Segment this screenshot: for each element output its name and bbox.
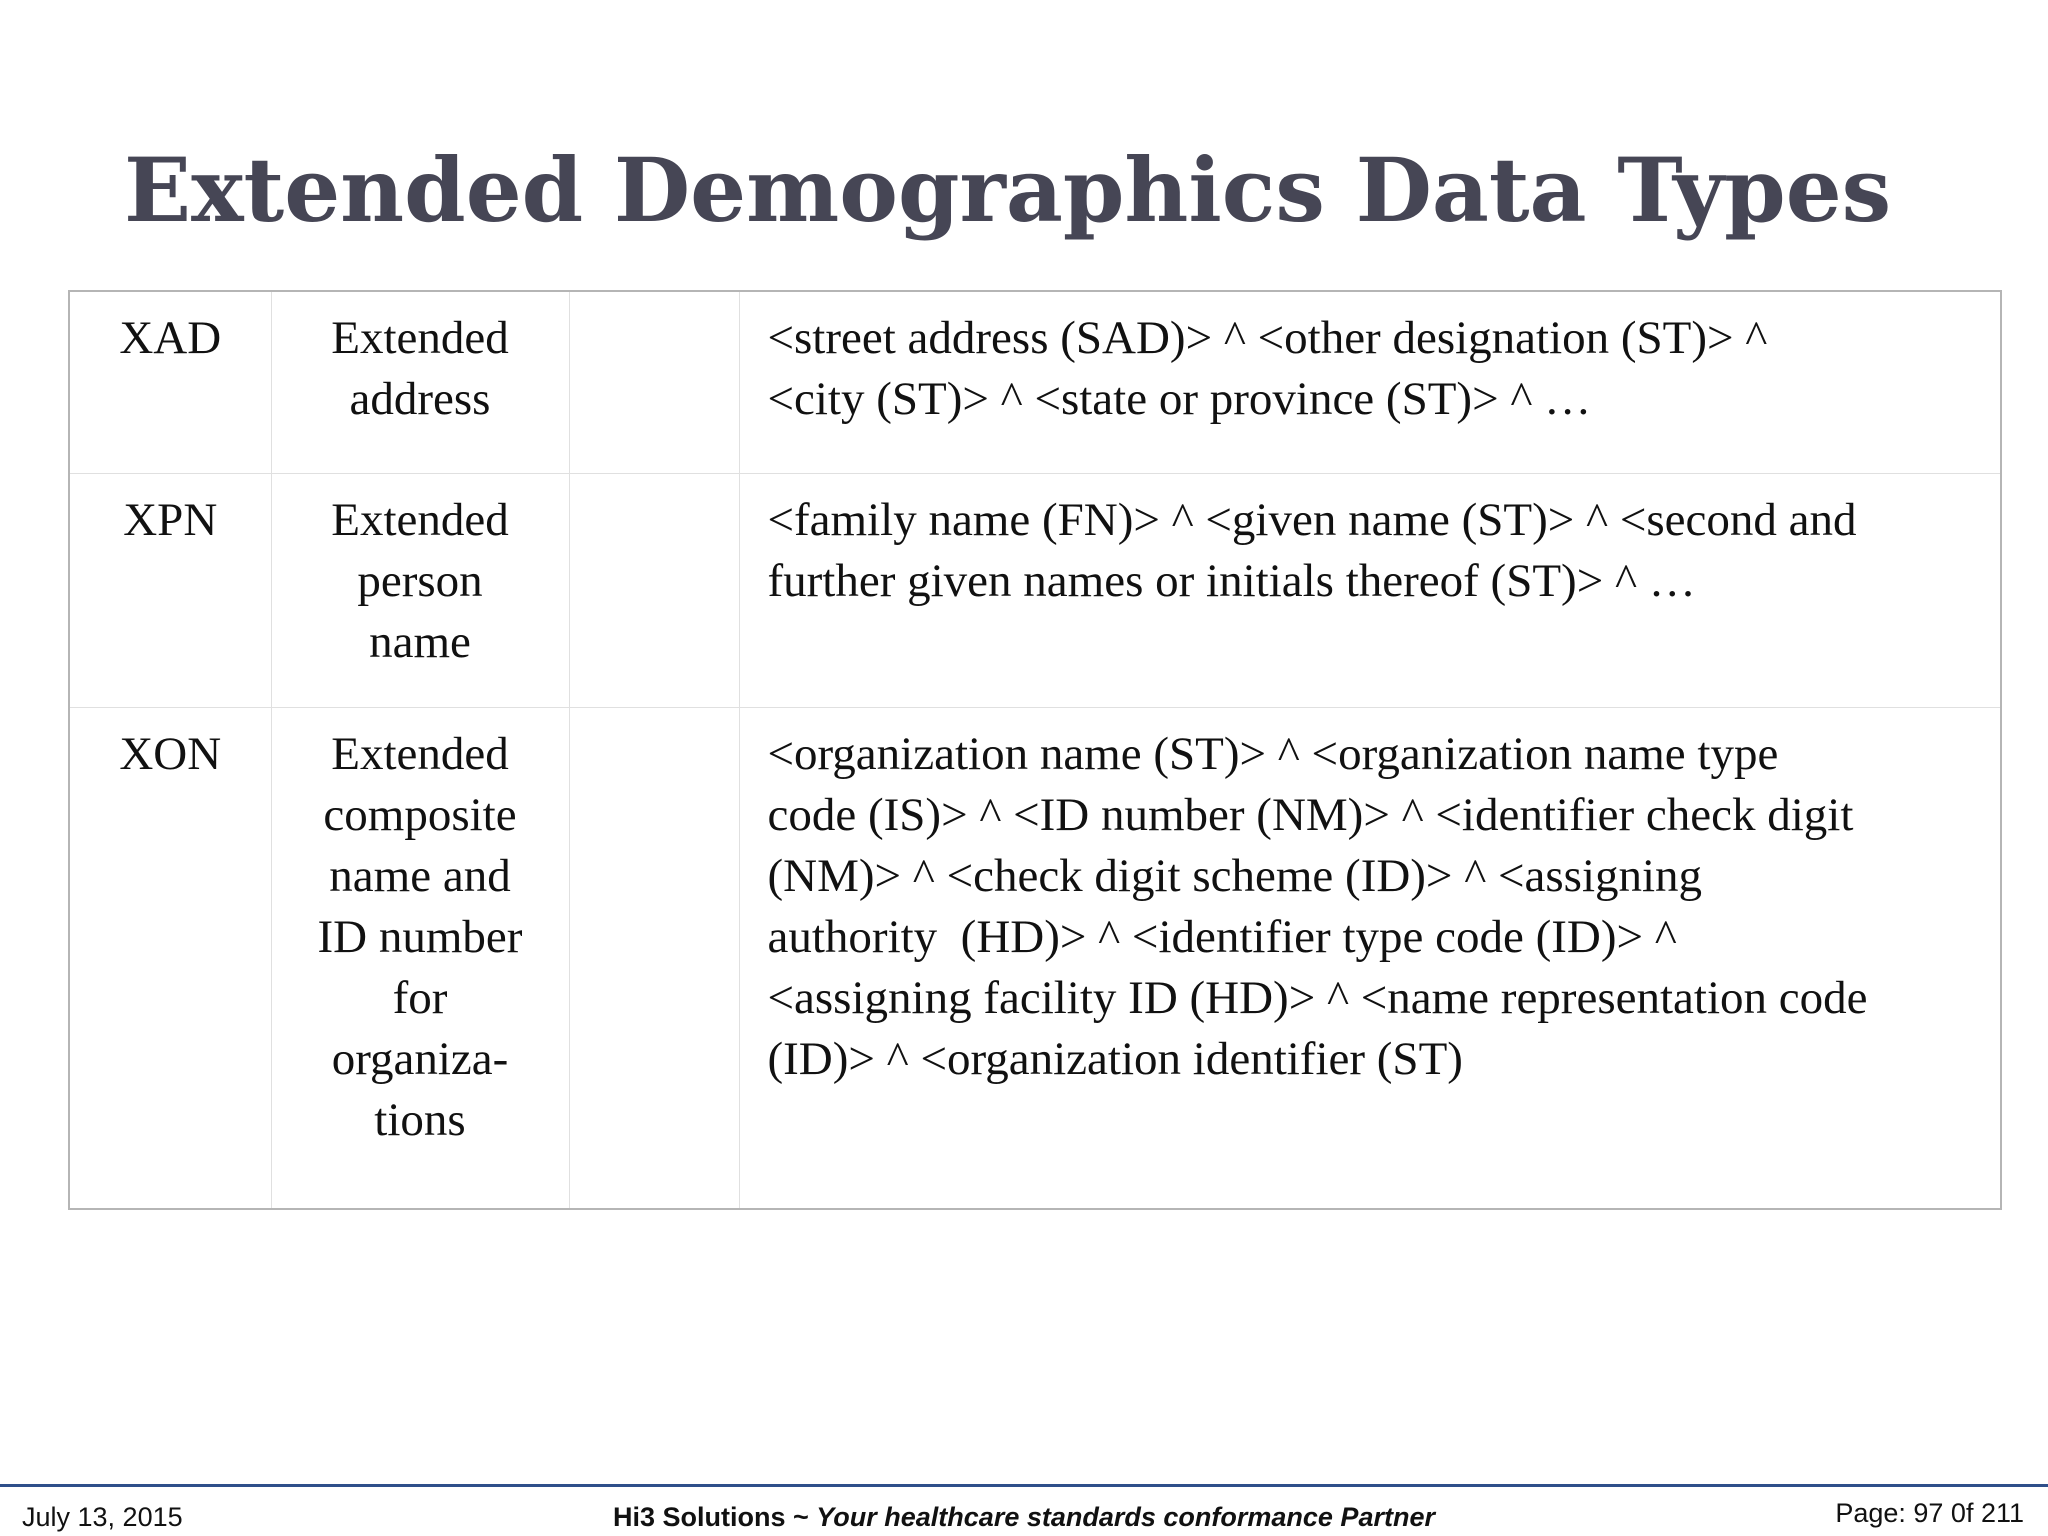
- type-notes: [569, 291, 739, 473]
- type-name: [271, 707, 569, 1209]
- footer-tagline: Your healthcare standards conformance Partner: [816, 1502, 1435, 1532]
- footer-company: [0, 1500, 2048, 1534]
- footer-date: July 13, 2015: [22, 1502, 183, 1532]
- type-name-line: Extended: [331, 727, 509, 780]
- table-row-xon: [69, 707, 2001, 1209]
- type-name-line: ID number: [317, 910, 523, 963]
- footer-company-name: Hi3 Solutions ~: [613, 1502, 817, 1532]
- type-name-line: person: [357, 554, 483, 607]
- component-line: (NM)> ^ <check digit scheme (ID)> ^ <assigning: [767, 849, 1703, 902]
- component-line: <street address (SAD)> ^ <other designation (ST)> ^: [767, 312, 1768, 364]
- type-name-line: Extended: [331, 312, 509, 364]
- component-line: <assigning facility ID (HD)> ^ <name representation code: [767, 971, 1868, 1024]
- type-name-line: name and: [329, 849, 511, 902]
- component-line: further given names or initials thereof (ST)> ^ …: [767, 554, 1696, 607]
- data-types-table: [68, 290, 2002, 1210]
- footer-divider: [0, 1484, 2048, 1487]
- type-components: [739, 291, 2001, 473]
- type-name-line: for: [392, 971, 448, 1024]
- type-notes: [569, 707, 739, 1209]
- type-name-line: composite: [323, 788, 517, 841]
- type-name-line: Extended: [331, 493, 509, 546]
- table-row-xpn: [69, 473, 2001, 707]
- type-name-line: name: [369, 615, 471, 668]
- footer-page-number: Page: 97 0f 211: [1835, 1498, 2024, 1528]
- type-name-line: address: [349, 373, 491, 425]
- component-line: code (IS)> ^ <ID number (NM)> ^ <identifier check digit: [767, 788, 1854, 841]
- table-row-xad: [69, 291, 2001, 473]
- type-code: XAD: [69, 291, 271, 473]
- type-name: [271, 291, 569, 473]
- component-line: <organization name (ST)> ^ <organization name type: [767, 727, 1779, 780]
- type-name-line: organiza-: [331, 1032, 509, 1085]
- component-line: <family name (FN)> ^ <given name (ST)> ^ <second and: [767, 493, 1857, 546]
- component-line: authority (HD)> ^ <identifier type code (ID)> ^: [767, 910, 1677, 963]
- type-components: [739, 473, 2001, 707]
- type-name-line: tions: [374, 1093, 466, 1146]
- type-name: [271, 473, 569, 707]
- component-line: (ID)> ^ <organization identifier (ST): [767, 1032, 1463, 1085]
- type-code: XPN: [69, 473, 271, 707]
- type-code: XON: [69, 707, 271, 1209]
- type-components: [739, 707, 2001, 1209]
- component-line: <city (ST)> ^ <state or province (ST)> ^ …: [767, 373, 1592, 425]
- type-notes: [569, 473, 739, 707]
- slide-title: Extended Demographics Data Types: [124, 138, 1892, 242]
